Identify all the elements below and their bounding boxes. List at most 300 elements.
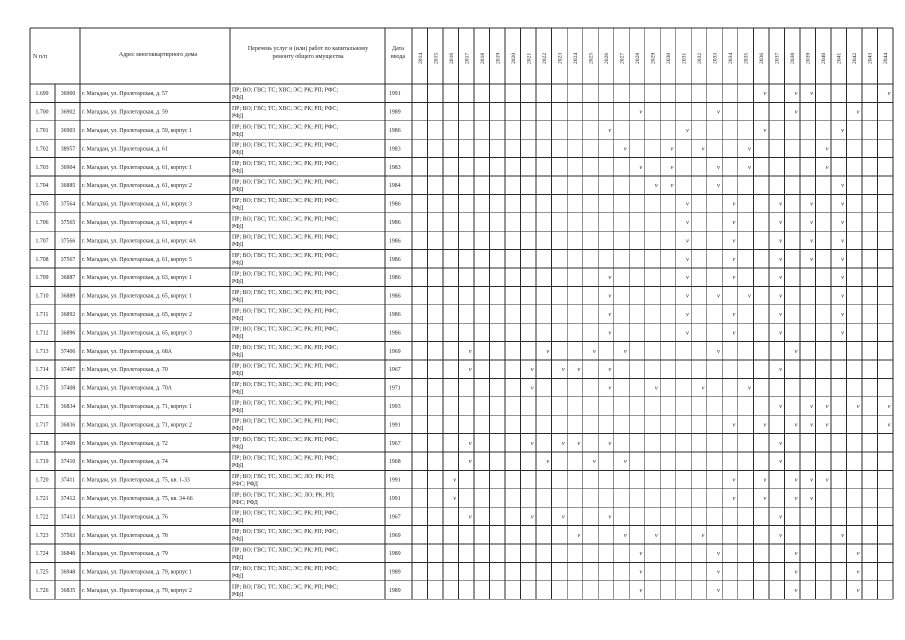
- year-header-2021: 2021: [526, 52, 533, 64]
- row-works-line2: РФД: [232, 371, 244, 377]
- row-code: 37567: [60, 256, 76, 263]
- table-row: [35, 253, 844, 267]
- repair-mark-2041: v: [841, 274, 845, 282]
- year-header-2015: 2015: [433, 52, 440, 64]
- repair-mark-2034: v: [732, 476, 736, 484]
- row-commission-year: 1986: [389, 330, 401, 337]
- repair-mark-2034: v: [732, 274, 736, 282]
- row-address: г. Магадан, ул. Пролетарская, д. 61, корпус 5: [82, 256, 192, 263]
- table-row: [35, 474, 828, 488]
- row-number: 1.726: [35, 588, 49, 594]
- row-commission-year: 1986: [389, 220, 401, 226]
- repair-mark-2031: v: [685, 274, 689, 282]
- row-code: 36892: [60, 312, 76, 318]
- row-code: 36896: [60, 330, 76, 337]
- row-commission-year: 1968: [389, 459, 401, 466]
- row-works-line1: ПР; ВО; ГВС; ТС; ХВС; ЭС; РК; РП; РФС;: [232, 345, 338, 352]
- repair-mark-2027: v: [623, 347, 627, 355]
- repair-mark-2027: v: [623, 531, 627, 539]
- row-address: г. Магадан, ул. Пролетарская, д. 65, корпус 1: [82, 293, 192, 300]
- repair-mark-2026: v: [608, 384, 612, 392]
- row-address: г. Магадан, ул. Пролетарская, д. 79: [82, 551, 168, 558]
- row-works-line1: ПР; ВО; ГВС; ТС; ХВС; ЭС; РК; РП; РФС;: [232, 437, 338, 444]
- year-header-2035: 2035: [743, 52, 750, 64]
- row-commission-year: 1983: [389, 146, 401, 153]
- repair-mark-2037: v: [779, 311, 782, 318]
- table-body: [35, 88, 890, 598]
- repair-mark-2028: v: [639, 568, 643, 576]
- row-address: г. Магадан, ул. Пролетарская, д. 74: [82, 459, 168, 466]
- repair-mark-2033: v: [716, 292, 720, 300]
- year-header-2039: 2039: [805, 52, 812, 64]
- row-commission-year: 1969: [389, 348, 401, 355]
- repair-mark-2023: v: [561, 439, 565, 447]
- row-number: 1.717: [35, 422, 49, 429]
- row-works-line1: ПР; ВО; ГВС; ТС; ХВС; ЭС; РК; РП; РФС;: [232, 124, 338, 131]
- repair-mark-2044: v: [887, 403, 891, 410]
- row-address: г. Магадан, ул. Пролетарская, д. 61: [82, 146, 168, 153]
- repair-mark-2017: v: [468, 513, 472, 521]
- repair-mark-2026: v: [608, 366, 612, 374]
- table-row: [35, 290, 844, 304]
- repair-mark-2037: v: [779, 439, 782, 447]
- row-code: 37409: [60, 440, 76, 447]
- row-number: 1.715: [35, 385, 49, 392]
- row-works-line2: РФД: [232, 242, 244, 249]
- row-works-line1: ПР; ВО; ГВС; ТС; ХВС; ЭС; РК; РП; РФС;: [232, 161, 338, 168]
- row-works-line1: ПР; ВО; ГВС; ТС; ХВС; ЭС; РК; РП; РФС;: [232, 234, 338, 241]
- repair-mark-2037: v: [779, 366, 782, 374]
- row-code: 36904: [60, 164, 76, 171]
- row-address: г. Магадан, ул. Пролетарская, д. 70: [82, 367, 168, 374]
- repair-mark-2039: v: [810, 421, 813, 429]
- row-works-line2: РФД: [232, 555, 244, 561]
- repair-mark-2031: v: [685, 200, 689, 208]
- repair-mark-2031: v: [685, 329, 689, 337]
- repair-mark-2031: v: [685, 292, 689, 300]
- repair-mark-2036: v: [763, 127, 767, 134]
- row-address: г. Магадан, ул. Пролетарская, д. 75, кв. 1-33: [82, 477, 190, 484]
- repair-mark-2041: v: [841, 182, 845, 190]
- repair-mark-2031: v: [685, 311, 689, 318]
- repair-mark-2038: v: [794, 587, 798, 594]
- table-row: [35, 456, 782, 470]
- row-address: г. Магадан, ул. Пролетарская, д. 63, корпус 1: [82, 275, 192, 282]
- row-address: г. Магадан, ул. Пролетарская, д. 71, корпус 1: [82, 404, 192, 410]
- repair-mark-2037: v: [779, 237, 782, 245]
- row-number: 1.725: [35, 569, 49, 576]
- row-commission-year: 1989: [389, 588, 401, 594]
- row-commission-year: 1986: [389, 275, 401, 282]
- row-works-line1: ПР; ВО; ГВС; ТС; ХВС; ЭС; РК; РП; РФС;: [232, 326, 338, 333]
- repair-mark-2028: v: [639, 550, 643, 558]
- repair-mark-2041: v: [841, 219, 845, 226]
- repair-mark-2026: v: [608, 329, 612, 337]
- row-works-line2: РФД: [232, 573, 244, 580]
- table-row: [35, 88, 890, 102]
- repair-mark-2023: v: [561, 513, 565, 521]
- row-code: 37406: [60, 348, 76, 355]
- year-header-2029: 2029: [650, 52, 657, 64]
- row-works-line2: РФД: [232, 168, 244, 175]
- table-row: [35, 400, 890, 414]
- repair-mark-2042: v: [856, 108, 860, 116]
- row-code: 36887: [60, 275, 76, 282]
- repair-mark-2037: v: [779, 219, 782, 226]
- repair-mark-2044: v: [887, 421, 891, 429]
- repair-mark-2041: v: [841, 237, 845, 245]
- repair-mark-2042: v: [856, 568, 860, 576]
- row-works-line1: ПР; ВО; ГВС; ТС; ХВС; ЭС; РК; РП; РФС;: [232, 87, 338, 94]
- year-header-2018: 2018: [479, 52, 486, 64]
- table-row: [35, 272, 844, 286]
- repair-mark-2041: v: [841, 311, 845, 318]
- row-works-line2: РФД: [232, 113, 244, 120]
- year-header-2032: 2032: [697, 52, 704, 64]
- repair-mark-2033: v: [716, 108, 720, 116]
- repair-mark-2016: v: [453, 476, 457, 484]
- repair-mark-2028: v: [639, 587, 643, 594]
- row-code: 38957: [60, 146, 76, 153]
- row-commission-year: 1986: [389, 256, 401, 263]
- table-row: [36, 308, 845, 322]
- row-works-line1: ПР; ВО; ГВС; ТС; ХВС; ЭС; РК; РП; РФС;: [232, 584, 338, 591]
- row-code: 36889: [60, 293, 76, 300]
- repair-mark-2036: v: [763, 495, 767, 502]
- repair-mark-2037: v: [779, 329, 782, 337]
- repair-mark-2040: v: [825, 403, 829, 410]
- repair-mark-2042: v: [856, 550, 860, 558]
- header-num: N п/п: [33, 54, 47, 60]
- repair-mark-2037: v: [779, 274, 782, 282]
- row-works-line2: РФД: [232, 131, 244, 138]
- row-number: 1.721: [35, 496, 49, 502]
- repair-mark-2031: v: [685, 255, 689, 263]
- row-works-line2: РФД: [232, 536, 244, 543]
- row-number: 1.709: [35, 275, 49, 282]
- row-number: 1.710: [35, 293, 49, 300]
- repair-mark-2038: v: [794, 108, 798, 116]
- row-works-line2: РФД: [232, 223, 244, 230]
- repair-mark-2034: v: [732, 329, 736, 337]
- row-address: г. Магадан, ул. Пролетарская, д. 76: [82, 514, 168, 521]
- repair-mark-2033: v: [716, 550, 720, 558]
- row-works-line2: РФД: [232, 260, 244, 267]
- repair-mark-2025: v: [592, 347, 596, 355]
- row-number: 1.718: [35, 440, 49, 447]
- row-number: 1.701: [35, 128, 49, 134]
- row-works-line1: ПР; ВО; ГВС; ТС; ХВС; ЭС; РК; РП; РФС;: [232, 418, 338, 425]
- repair-mark-2032: v: [701, 384, 705, 392]
- row-number: 1.720: [35, 477, 49, 484]
- repair-mark-2042: v: [856, 587, 860, 594]
- header-works-line2: ремонту общего имущества: [272, 54, 344, 60]
- row-commission-year: 1986: [389, 312, 401, 318]
- repair-mark-2037: v: [779, 458, 782, 466]
- repair-mark-2021: v: [530, 366, 534, 374]
- repair-mark-2041: v: [841, 127, 845, 134]
- row-address: г. Магадан, ул. Пролетарская, д. 68А: [82, 348, 172, 355]
- row-works-line2: РФД: [232, 95, 244, 101]
- year-header-2042: 2042: [852, 52, 859, 64]
- repair-mark-2039: v: [810, 255, 813, 263]
- repair-mark-2024: v: [577, 366, 581, 374]
- repair-mark-2017: v: [468, 347, 472, 355]
- repair-mark-2029: v: [654, 182, 658, 190]
- row-commission-year: 1986: [389, 293, 401, 300]
- row-code: 37408: [60, 385, 76, 392]
- header-address: Адрес многоквартирного дома: [118, 52, 198, 58]
- row-address: г. Магадан, ул. Пролетарская, д. 61, корпус 4: [82, 220, 192, 226]
- table-row: [35, 492, 813, 506]
- year-header-2036: 2036: [759, 52, 766, 64]
- row-commission-year: 1991: [389, 422, 401, 429]
- repair-mark-2038: v: [794, 550, 798, 558]
- repair-mark-2026: v: [608, 439, 612, 447]
- repair-mark-2038: v: [794, 421, 798, 429]
- table-row: [35, 382, 751, 396]
- repair-mark-2028: v: [639, 163, 643, 171]
- table-row: [35, 327, 844, 341]
- row-number: 1.722: [35, 514, 49, 521]
- row-number: 1.714: [35, 367, 49, 374]
- row-number: 1.706: [35, 220, 49, 226]
- repair-mark-2041: v: [841, 329, 845, 337]
- table-row: [35, 124, 844, 138]
- year-header-2023: 2023: [557, 52, 564, 64]
- year-header-2033: 2033: [712, 52, 719, 64]
- repair-mark-2039: v: [810, 200, 813, 208]
- repair-mark-2027: v: [623, 145, 627, 153]
- year-header-2040: 2040: [821, 52, 828, 64]
- row-works-line1: ПР; ВО; ГВС; ТС; ХВС; ЭС; РК; РП; РФС;: [232, 529, 338, 536]
- row-works-line2: РФД: [232, 187, 244, 193]
- repair-mark-2026: v: [608, 311, 612, 318]
- row-address: г. Магадан, ул. Пролетарская, д. 57: [82, 91, 168, 98]
- row-commission-year: 1991: [389, 477, 401, 484]
- repair-mark-2029: v: [654, 384, 658, 392]
- row-number: 1.707: [35, 238, 49, 245]
- repair-mark-2021: v: [530, 384, 534, 392]
- repair-mark-2031: v: [685, 237, 689, 245]
- table-row: [35, 106, 859, 120]
- row-works-line1: ПР; ВО; ГВС; ТС; ХВС; ЭС; ЛО; РК; РП;: [232, 473, 335, 480]
- repair-mark-2038: v: [794, 568, 798, 576]
- row-works-line1: ПР; ВО; ГВС; ТС; ХВС; ЭС; РК; РП; РФС;: [232, 179, 338, 186]
- repair-mark-2034: v: [732, 255, 736, 263]
- row-works-line2: РФД: [232, 297, 244, 304]
- row-number: 1.716: [35, 404, 49, 410]
- table-row: [35, 143, 828, 157]
- table-row: [35, 566, 859, 580]
- row-works-line2: РФД: [232, 444, 244, 451]
- repair-mark-2041: v: [841, 200, 845, 208]
- repair-mark-2034: v: [732, 200, 736, 208]
- row-works-line2: РФД: [232, 315, 244, 322]
- row-number: 1.713: [35, 348, 49, 355]
- row-address: г. Магадан, ул. Пролетарская, д. 78: [82, 532, 168, 539]
- repair-mark-2017: v: [468, 458, 472, 466]
- row-works-line1: ПР; ВО; ГВС; ТС; ХВС; ЭС; РК; РП; РФС;: [232, 289, 338, 296]
- year-header-2022: 2022: [541, 52, 548, 64]
- table-row: [35, 529, 844, 543]
- repair-mark-2032: v: [701, 145, 705, 153]
- repair-mark-2026: v: [608, 127, 612, 134]
- repair-mark-2024: v: [577, 439, 581, 447]
- year-header-2043: 2043: [867, 52, 874, 64]
- year-header-2030: 2030: [666, 52, 673, 64]
- row-works-line2: РФД: [232, 150, 244, 157]
- table-row: [35, 180, 844, 194]
- repair-mark-2035: v: [748, 163, 751, 171]
- row-code: 36903: [60, 128, 76, 134]
- row-code: 36836: [60, 422, 76, 429]
- year-header-2027: 2027: [619, 52, 626, 64]
- repair-mark-2041: v: [841, 531, 845, 539]
- header-works-line1: Перечень услуг и (или) работ по капитальному: [247, 46, 369, 52]
- row-works-line1: ПР; ВО; ГВС; ТС; ХВС; ЭС; РК; РП; РФС;: [232, 271, 338, 278]
- row-code: 37411: [60, 477, 76, 484]
- year-header-2025: 2025: [588, 52, 595, 64]
- repair-mark-2038: v: [794, 476, 798, 484]
- repair-mark-2026: v: [608, 513, 612, 521]
- row-commission-year: 1989: [389, 569, 401, 576]
- table-row: [35, 198, 844, 212]
- repair-mark-2035: v: [748, 384, 751, 392]
- repair-mark-2032: v: [701, 531, 705, 539]
- row-commission-year: 1969: [389, 532, 401, 539]
- repair-mark-2033: v: [716, 347, 720, 355]
- row-address: г. Магадан, ул. Пролетарская, д. 65, корпус 3: [82, 330, 192, 337]
- repair-mark-2017: v: [468, 439, 472, 447]
- row-number: 1.699: [35, 91, 49, 98]
- row-code: 36902: [60, 109, 76, 116]
- row-works-line1: ПР; ВО; ГВС; ТС; ХВС; ЭС; РК; РП; РФС;: [232, 510, 338, 517]
- header-date-line2: ввода: [390, 54, 406, 60]
- repair-mark-2033: v: [716, 163, 720, 171]
- row-number: 1.705: [35, 201, 49, 208]
- row-commission-year: 1991: [389, 496, 401, 502]
- table-row: [35, 437, 782, 451]
- repair-mark-2026: v: [608, 292, 612, 300]
- table-row: [35, 161, 828, 175]
- repair-mark-2036: v: [763, 476, 767, 484]
- repair-mark-2035: v: [748, 292, 751, 300]
- repair-mark-2030: v: [670, 182, 674, 190]
- row-works-line2: РФС; РФД: [232, 481, 258, 488]
- row-address: г. Магадан, ул. Пролетарская, д. 59, корпус 1: [82, 128, 192, 134]
- row-works-line1: ПР; ВО; ГВС; ТС; ХВС; ЭС; РК; РП; РФС;: [232, 565, 338, 572]
- repair-mark-2035: v: [748, 145, 751, 153]
- row-works-line1: ПР; ВО; ГВС; ТС; ХВС; ЭС; РК; РП; РФС;: [232, 105, 338, 112]
- repair-mark-2040: v: [825, 421, 829, 429]
- year-header-2041: 2041: [836, 52, 843, 64]
- year-header-2017: 2017: [464, 52, 471, 64]
- row-commission-year: 1989: [389, 551, 401, 558]
- row-works-line2: РФД: [232, 279, 244, 285]
- table-row: [35, 364, 782, 378]
- table-row: [35, 419, 890, 433]
- repair-mark-2037: v: [779, 255, 782, 263]
- row-works-line2: РФД: [232, 205, 244, 212]
- row-code: 36834: [60, 404, 76, 410]
- row-address: г. Магадан, ул. Пролетарская, д. 70А: [82, 385, 172, 392]
- row-number: 1.702: [35, 146, 49, 153]
- repair-mark-2033: v: [716, 568, 720, 576]
- row-commission-year: 1991: [389, 91, 401, 98]
- row-works-line2: РФС; РФД: [232, 499, 258, 506]
- row-address: г. Магадан, ул. Пролетарская, д. 61, корпус 4А: [82, 238, 197, 245]
- repair-mark-2029: v: [654, 531, 658, 539]
- row-commission-year: 1984: [389, 183, 401, 190]
- year-header-2014: 2014: [417, 52, 424, 64]
- row-works-line1: ПР; ВО; ГВС; ТС; ХВС; ЭС; РК; РП; РФС;: [232, 455, 338, 462]
- row-code: 36948: [60, 569, 76, 576]
- repair-mark-2023: v: [561, 366, 565, 374]
- repair-mark-2039: v: [810, 476, 813, 484]
- table-row: [35, 235, 844, 249]
- row-address: г. Магадан, ул. Пролетарская, д. 61, корпус 1: [82, 164, 192, 171]
- row-number: 1.719: [35, 459, 49, 466]
- row-number: 1.723: [35, 532, 49, 539]
- repair-mark-2034: v: [732, 311, 736, 318]
- repair-mark-2031: v: [685, 219, 689, 226]
- row-works-line1: ПР; ВО; ГВС; ТС; ХВС; ЭС; РК; РП; РФС;: [232, 216, 338, 223]
- repair-mark-2027: v: [623, 458, 627, 466]
- row-commission-year: 1967: [389, 440, 401, 447]
- year-header-2016: 2016: [448, 52, 455, 64]
- repair-mark-2016: v: [453, 495, 457, 502]
- table-row: [35, 511, 782, 525]
- row-code: 37563: [60, 532, 76, 539]
- repair-mark-2039: v: [810, 403, 813, 410]
- repair-mark-2034: v: [732, 237, 736, 245]
- row-works-line1: ПР; ВО; ГВС; ТС; ХВС; ЭС; РК; РП; РФС;: [232, 363, 338, 370]
- table-row: [35, 584, 859, 598]
- row-works-line1: ПР; ВО; ГВС; ТС; ХВС; ЭС; РК; РП; РФС;: [232, 400, 338, 407]
- row-code: 37566: [60, 238, 76, 245]
- repair-mark-2021: v: [530, 439, 534, 447]
- row-address: г. Магадан, ул. Пролетарская, д. 79, корпус 1: [82, 569, 192, 576]
- year-header-2031: 2031: [681, 52, 688, 64]
- repair-mark-2030: v: [670, 163, 674, 171]
- repair-mark-2037: v: [779, 200, 782, 208]
- row-commission-year: 1986: [389, 238, 401, 245]
- row-works-line1: ПР; ВО; ГВС; ТС; ХВС; ЭС; РК; РП; РФС;: [232, 253, 338, 260]
- repair-mark-2038: v: [794, 347, 798, 355]
- repair-mark-2033: v: [716, 182, 720, 190]
- row-number: 1.711: [35, 312, 49, 318]
- year-header-2044: 2044: [883, 52, 890, 64]
- repair-mark-2022: v: [546, 347, 550, 355]
- year-header-2028: 2028: [634, 52, 641, 64]
- row-works-line2: РФД: [232, 334, 244, 341]
- row-code: 37412: [60, 496, 76, 502]
- repair-mark-2040: v: [825, 145, 829, 153]
- row-number: 1.700: [35, 109, 49, 116]
- repair-mark-2028: v: [639, 108, 643, 116]
- row-works-line1: ПР; ВО; ГВС; ТС; ХВС; ЭС; РК; РП; РФС;: [232, 381, 338, 388]
- row-works-line2: РФД: [232, 389, 244, 396]
- row-works-line1: ПР; ВО; ГВС; ТС; ХВС; ЭС; ЛО; РК; РП;: [232, 492, 335, 499]
- row-works-line1: ПР; ВО; ГВС; ТС; ХВС; ЭС; РК; РП; РФС;: [232, 547, 338, 554]
- year-header-2024: 2024: [572, 52, 579, 64]
- row-code: 36840: [60, 551, 76, 558]
- row-works-line2: РФД: [232, 518, 244, 525]
- row-code: 37564: [60, 201, 76, 208]
- row-code: 37407: [60, 367, 76, 374]
- row-code: 36835: [60, 588, 76, 594]
